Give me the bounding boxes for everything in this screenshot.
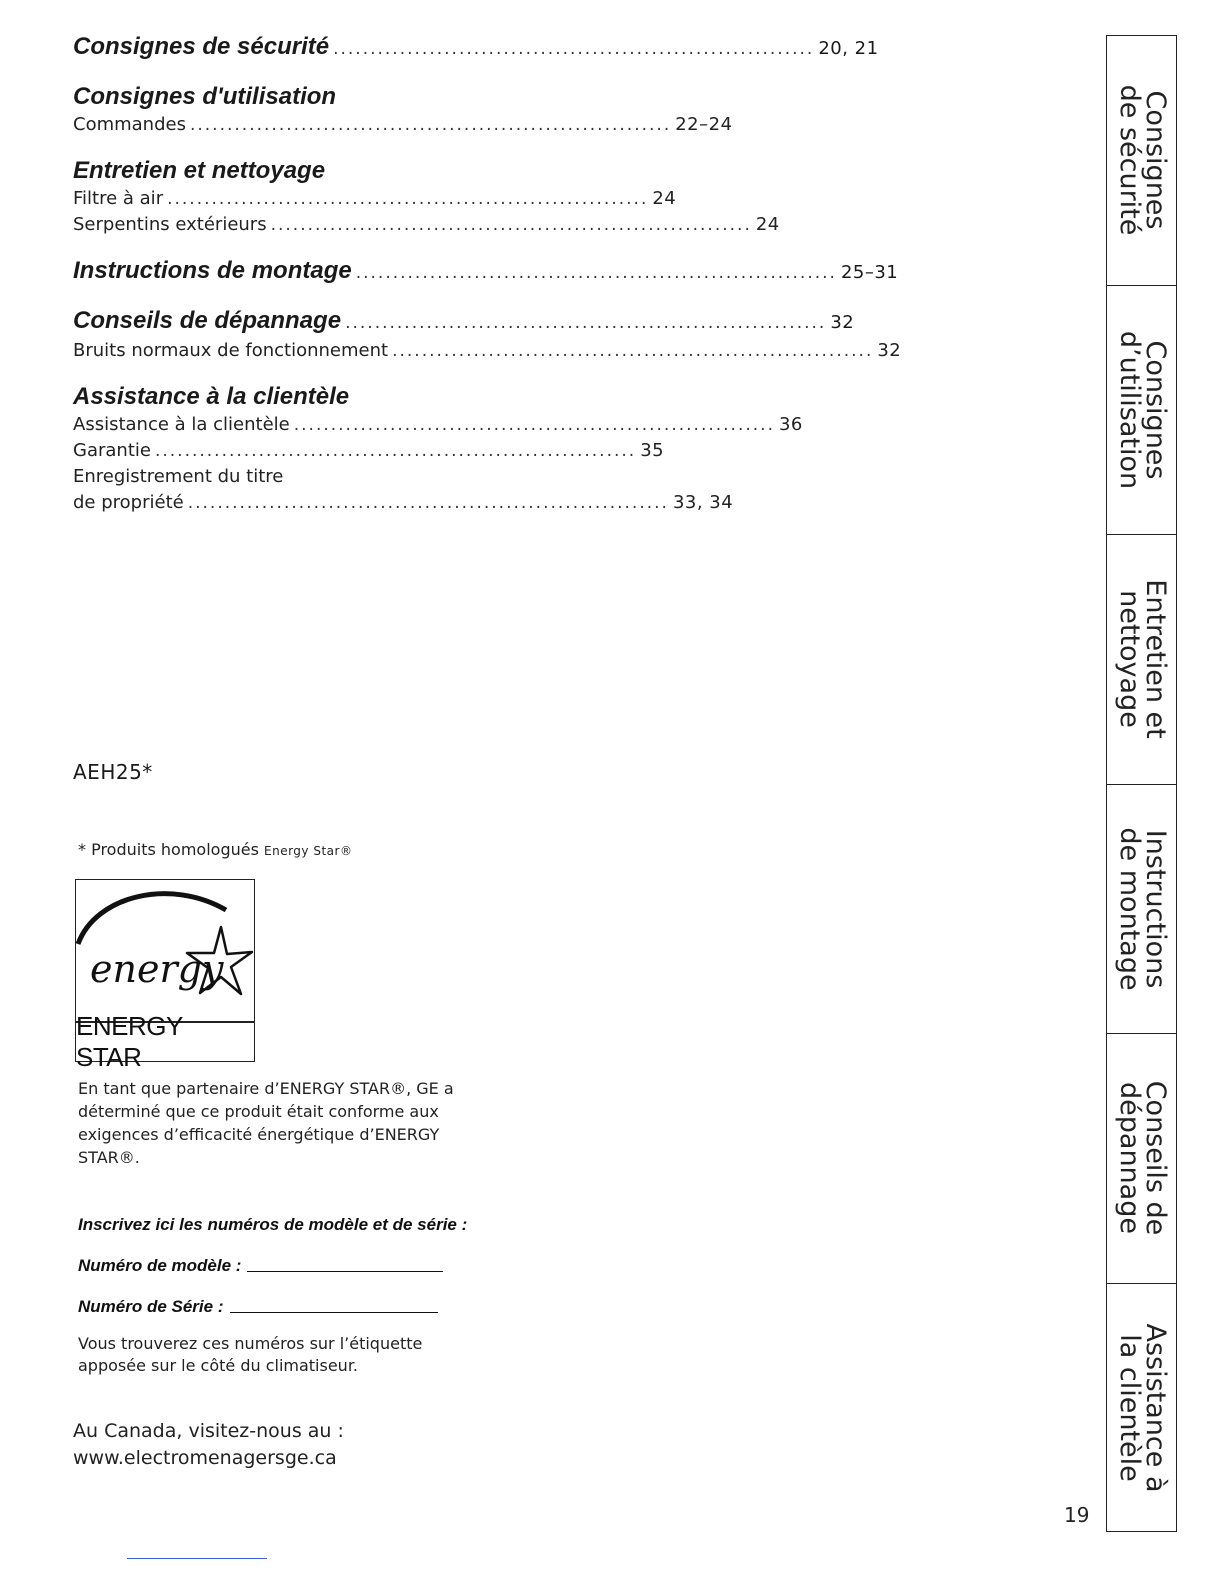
toc-page-number: 36 [778,414,803,435]
toc-section-operating [73,82,733,138]
tab-label-line2: de montage [1113,827,1145,991]
toc-item[interactable] [73,186,677,212]
tab-label [1113,295,1171,525]
toc-item-label-line1: Enregistrement du titre [73,466,284,487]
toc-item-label: Serpentins extérieurs [73,214,267,235]
tab-label [1113,1043,1171,1273]
energy-star-label: ENERGY STAR [76,1021,254,1061]
registration-note: Vous trouverez ces numéros sur l’étiquette apposée sur le côté du climatiseur. [78,1334,423,1375]
bottom-divider [127,1558,267,1559]
tab-label-line2: de sécurité [1113,84,1145,236]
registration-title: Inscrivez ici les numéros de modèle et de série : [78,1215,468,1234]
tab-installation[interactable] [1107,785,1176,1035]
tab-safety[interactable] [1107,36,1176,286]
dot-leader: ................................................................. [345,313,827,333]
toc-item-label: Filtre à air [73,188,164,209]
toc-page-number: 32 [830,312,855,333]
tab-label-line2: dépannage [1113,1082,1145,1235]
toc-item[interactable] [73,490,734,516]
toc-heading-label: Assistance à la clientèle [73,383,350,410]
dot-leader: ................................................................. [167,189,649,209]
energy-star-logo [75,879,255,1072]
table-of-contents [73,32,902,534]
tab-label-line2: nettoyage [1113,590,1145,729]
dot-leader: ................................................................. [392,341,874,361]
tab-troubleshooting[interactable] [1107,1034,1176,1284]
toc-item[interactable] [73,438,665,464]
toc-item-label: Garantie [73,440,151,461]
toc-item[interactable] [73,112,733,138]
toc-section-installation [73,256,899,288]
model-number-field[interactable] [78,1253,538,1276]
tab-label [1113,794,1171,1024]
energy-note-brand: Energy Star® [264,844,353,858]
visit-canada [73,1418,344,1472]
tab-label [1113,1293,1171,1523]
toc-item[interactable] [73,412,803,438]
energy-script-text: energy [90,947,224,991]
dot-leader: ................................................................. [293,415,775,435]
toc-section-consumer-support [73,382,803,516]
model-code: AEH25* [73,760,153,784]
toc-item[interactable] [73,212,780,238]
toc-heading[interactable] [73,156,500,186]
tab-label-line1: Assistance à [1139,1323,1171,1493]
toc-item-label: Assistance à la clientèle [73,414,290,435]
visit-text: Au Canada, visitez-nous au : [73,1420,344,1442]
tab-label-line2: la clientèle [1113,1334,1145,1482]
model-number-blank[interactable] [247,1270,443,1272]
toc-page-number: 33, 34 [672,492,734,513]
dot-leader: ................................................................. [189,115,672,135]
tab-operating[interactable] [1107,286,1176,536]
tab-label [1113,45,1171,275]
tab-label [1113,544,1171,774]
tab-label-line2: d’utilisation [1113,330,1145,489]
toc-heading-label: Consignes de sécurité [73,33,330,60]
toc-heading-label: Entretien et nettoyage [73,157,326,184]
toc-heading-label: Instructions de montage [73,257,352,284]
toc-page-number: 22–24 [675,114,733,135]
registration-block [78,1215,538,1377]
tab-label-line1: Consignes [1139,90,1171,230]
toc-heading[interactable] [73,306,855,338]
website-link[interactable]: www.electromenagersge.ca [73,1447,337,1469]
tab-label-line1: Consignes [1139,340,1171,480]
toc-heading[interactable] [73,82,500,112]
serial-number-blank[interactable] [230,1311,438,1313]
toc-heading-label: Consignes d'utilisation [73,83,337,110]
toc-page-number: 24 [652,188,677,209]
tab-label-line1: Instructions [1139,829,1171,989]
toc-page-number: 35 [640,440,665,461]
dot-leader: ................................................................. [154,441,637,461]
serial-number-label: Numéro de Série : [78,1297,224,1316]
dot-leader: ................................................................. [355,263,837,283]
toc-section-troubleshooting [73,306,902,364]
serial-number-field[interactable] [78,1294,538,1317]
energy-star-note [78,840,352,859]
toc-heading[interactable] [73,32,879,64]
toc-heading[interactable] [73,382,500,412]
toc-page-number: 25–31 [840,262,899,283]
dot-leader: ................................................................. [187,493,669,513]
page-number: 19 [1064,1503,1090,1527]
tab-label-line1: Entretien et [1139,579,1171,739]
toc-item-label: Bruits normaux de fonctionnement [73,340,389,361]
toc-item[interactable] [73,338,902,364]
tab-label-line1: Conseils de [1139,1080,1171,1236]
toc-heading-label: Conseils de dépannage [73,307,342,334]
tab-care[interactable] [1107,535,1176,785]
tab-consumer-support[interactable] [1107,1284,1176,1534]
energy-note-prefix: * Produits homologués [78,840,259,859]
toc-section-safety [73,32,879,64]
toc-page-number: 32 [877,340,902,361]
toc-page-number: 24 [755,214,780,235]
toc-section-care [73,156,780,238]
toc-page-number: 20, 21 [818,38,879,59]
toc-heading[interactable] [73,256,899,288]
energy-star-swoosh-icon [76,880,253,1020]
model-number-label: Numéro de modèle : [78,1256,242,1275]
toc-item-label: de propriété [73,492,184,513]
dot-leader: ................................................................. [333,39,815,59]
toc-item-label: Commandes [73,114,186,135]
dot-leader: ................................................................. [270,215,752,235]
energy-partner-statement: En tant que partenaire d’ENERGY STAR®, GE a déterminé que ce produit était conforme aux exigences d’efficacité énergétique d’ENERGY STAR®. [78,1079,454,1167]
section-tabs [1106,35,1177,1532]
